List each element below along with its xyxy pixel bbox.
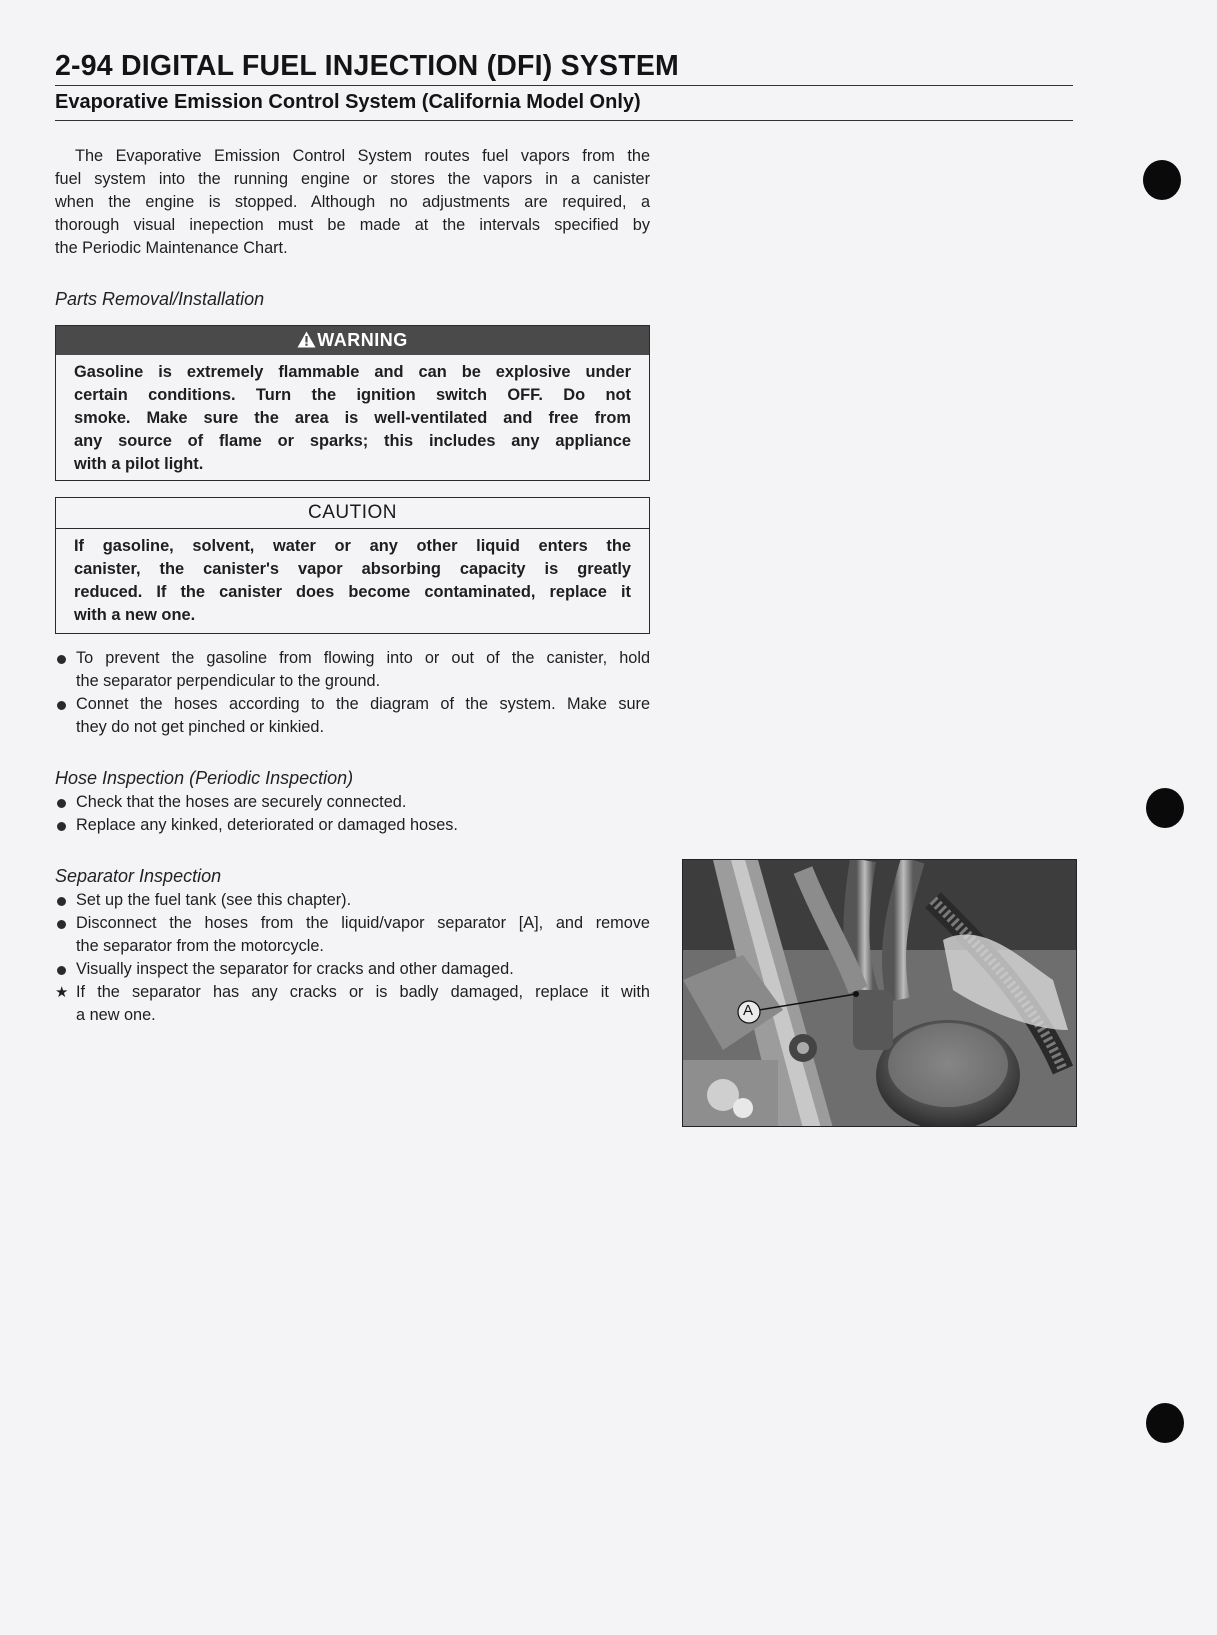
list-item-text: they do not get pinched or kinkied. [76, 718, 325, 736]
intro-line: The Evaporative Emission Control System routes fuel vapors from the [75, 147, 650, 165]
warning-header [56, 326, 649, 355]
warning-text [56, 355, 649, 480]
intro-paragraph [55, 145, 650, 260]
binder-hole [1146, 1403, 1184, 1443]
caution-line: reduced. If the canister does become contaminated, replace it [74, 583, 631, 601]
warning-line: certain conditions. Turn the ignition switch OFF. Do not [74, 386, 631, 404]
caution-line: with a new one. [74, 606, 196, 624]
bullet-dot-icon [57, 966, 66, 975]
warning-line: smoke. Make sure the area is well-ventilated and free from [74, 409, 631, 427]
list-item-text: Visually inspect the separator for cracks and other damaged. [76, 960, 514, 978]
list-item [55, 814, 650, 837]
list-item-text: If the separator has any cracks or is badly damaged, replace it with [76, 983, 650, 1001]
bullet-dot-icon [57, 822, 66, 831]
parts-instructions-list [55, 647, 650, 739]
caution-label: CAUTION [56, 498, 649, 529]
list-item [55, 647, 650, 693]
list-item [55, 958, 650, 981]
list-item-text: Set up the fuel tank (see this chapter). [76, 891, 352, 909]
page-title: 2-94 DIGITAL FUEL INJECTION (DFI) SYSTEM [55, 50, 679, 82]
list-item-text: To prevent the gasoline from flowing into or out of the canister, hold [76, 649, 650, 667]
intro-line: fuel system into the running engine or stores the vapors in a canister [55, 170, 650, 188]
caution-line: If gasoline, solvent, water or any other liquid enters the [74, 537, 631, 555]
list-item-text: Replace any kinked, deteriorated or damaged hoses. [76, 816, 458, 834]
section-title: Evaporative Emission Control System (California Model Only) [55, 91, 641, 113]
warning-label: WARNING [317, 330, 408, 350]
list-item-text: Connet the hoses according to the diagram of the system. Make sure [76, 695, 650, 713]
list-item-text: the separator perpendicular to the ground. [76, 672, 381, 690]
caution-line: canister, the canister's vapor absorbing capacity is greatly [74, 560, 631, 578]
list-item [55, 693, 650, 739]
star-icon: ★ [55, 984, 69, 1001]
heading-hose-inspection: Hose Inspection (Periodic Inspection) [55, 768, 354, 788]
intro-line: thorough visual inepection must be made at the intervals specified by [55, 216, 650, 234]
warning-line: any source of flame or sparks; this includes any appliance [74, 432, 631, 450]
bullet-dot-icon [57, 799, 66, 808]
photo-callout-label: A [743, 1002, 754, 1019]
intro-line: the Periodic Maintenance Chart. [55, 239, 288, 257]
list-item-text: a new one. [76, 1006, 156, 1024]
list-item-text: Check that the hoses are securely connected. [76, 793, 407, 811]
heading-separator-inspection: Separator Inspection [55, 866, 222, 886]
caution-box [55, 497, 650, 634]
list-item-text: Disconnect the hoses from the liquid/vapor separator [A], and remove [76, 914, 650, 932]
list-item [55, 791, 650, 814]
caution-text [56, 529, 649, 631]
bullet-dot-icon [57, 701, 66, 710]
separator-photo [682, 859, 1077, 1127]
bullet-dot-icon [57, 897, 66, 906]
list-item [55, 912, 650, 958]
warning-triangle-icon [297, 331, 316, 348]
bullet-dot-icon [57, 655, 66, 664]
bullet-dot-icon [57, 920, 66, 929]
warning-line: with a pilot light. [74, 455, 204, 473]
intro-line: when the engine is stopped. Although no adjustments are required, a [55, 193, 650, 211]
binder-hole [1143, 160, 1181, 200]
hose-inspection-list [55, 791, 650, 837]
separator-inspection-list [55, 889, 650, 1027]
warning-box [55, 325, 650, 481]
separator-photo-drawing [683, 860, 1077, 1127]
binder-hole [1146, 788, 1184, 828]
list-item [55, 981, 650, 1027]
list-item-text: the separator from the motorcycle. [76, 937, 324, 955]
header-rule [55, 85, 1073, 86]
heading-parts-removal: Parts Removal/Installation [55, 289, 265, 309]
subheader-rule [55, 120, 1073, 121]
list-item [55, 889, 650, 912]
warning-line: Gasoline is extremely flammable and can be explosive under [74, 363, 631, 381]
